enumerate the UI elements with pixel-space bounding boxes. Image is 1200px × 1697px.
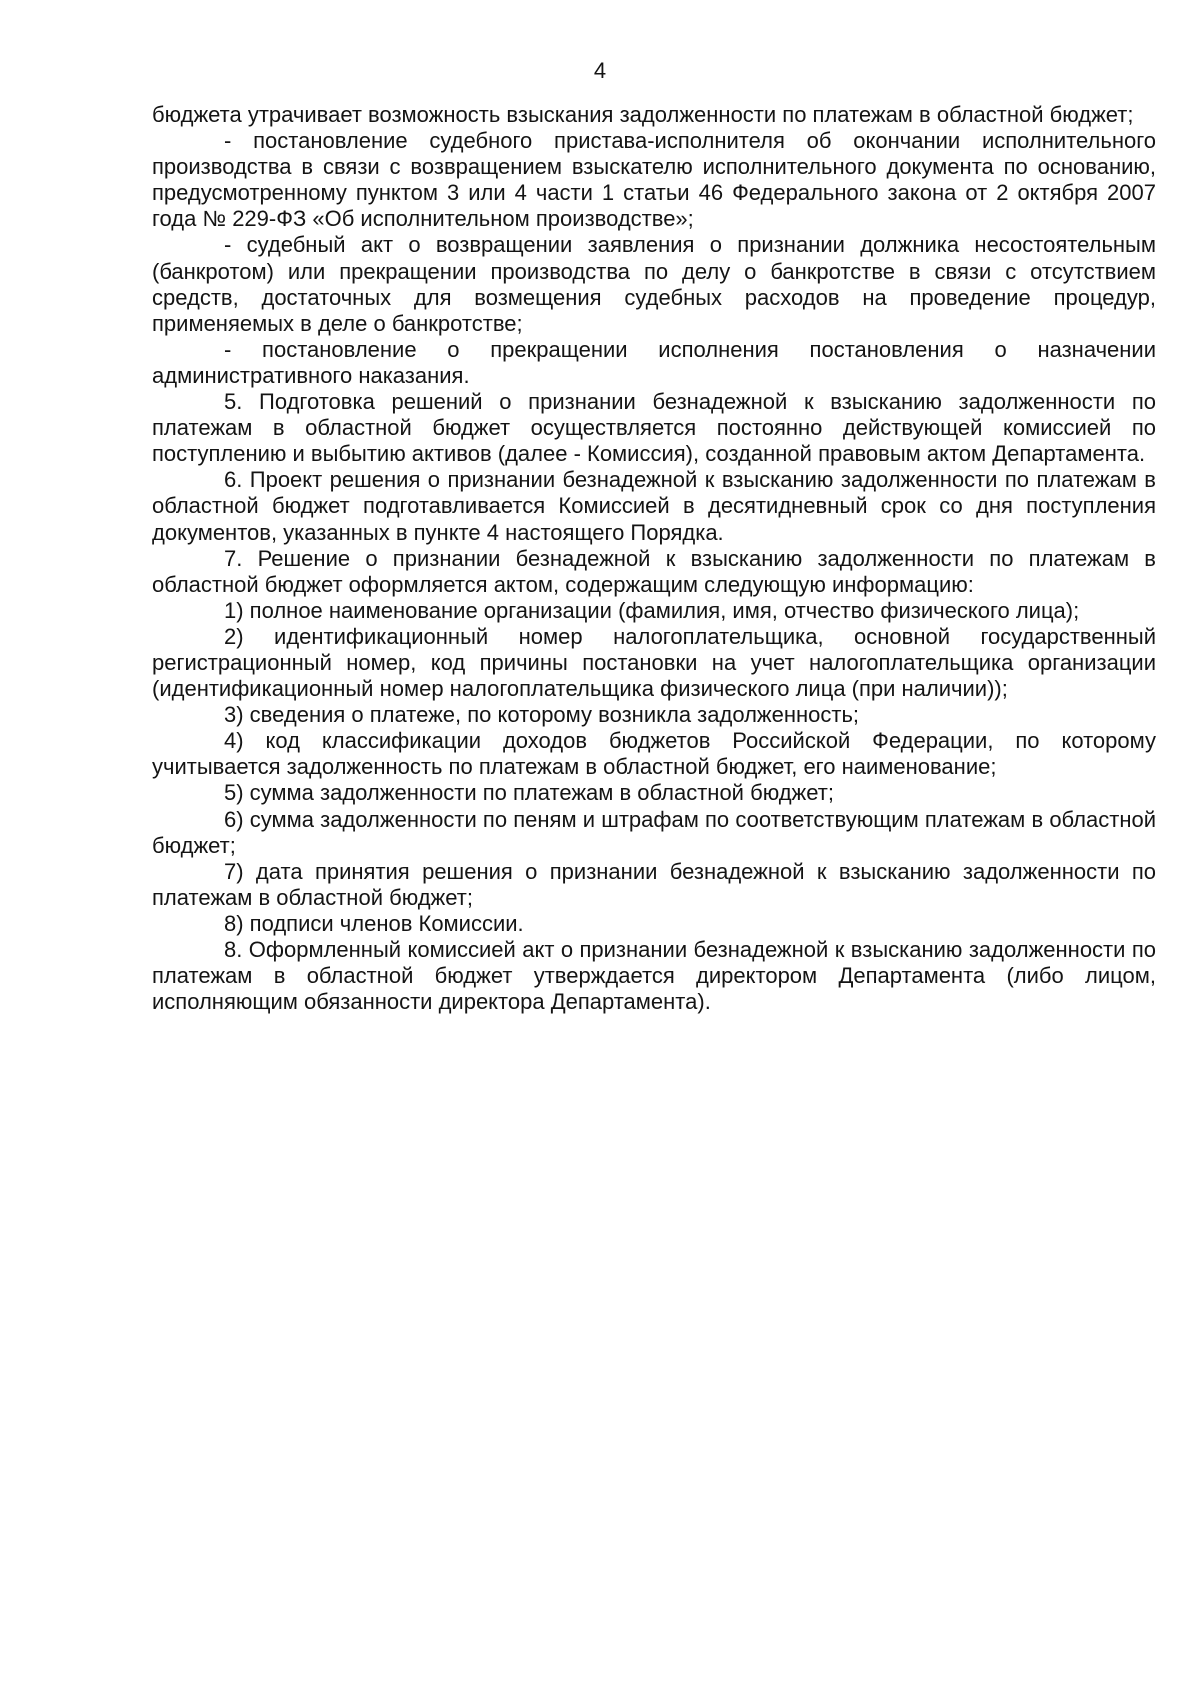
- paragraph-item-5: 5. Подготовка решений о признании безнадежной к взысканию задолженности по платежам в областной бюджет осуществляется постоянно действующей комиссией по поступлению и выбытию активов (далее - Комиссия), созданной правовым актом Департамента.: [152, 389, 1156, 467]
- paragraph-subitem-5: 5) сумма задолженности по платежам в областной бюджет;: [224, 780, 834, 806]
- paragraph-subitem-3: 3) сведения о платеже, по которому возникла задолженность;: [224, 702, 860, 728]
- paragraph-item-6: 6. Проект решения о признании безнадежной к взысканию задолженности по платежам в областной бюджет подготавливается Комиссией в десятидневный срок со дня поступления документов, указанных в пункте 4 настоящего Порядка.: [152, 467, 1156, 545]
- paragraph-subitem-4: 4) код классификации доходов бюджетов Российской Федерации, по которому учитывается задолженность по платежам в областной бюджет, его наименование;: [152, 728, 1156, 780]
- paragraph-termination-resolution: - постановление о прекращении исполнения постановления о назначении административного наказания.: [152, 336, 1156, 388]
- paragraph-subitem-2: 2) идентификационный номер налогоплательщика, основной государственный регистрационный номер, код причины постановки на учет налогоплательщика организации (идентификационный номер налогоплательщика физического лица (при наличии));: [152, 623, 1156, 702]
- page-number: 4: [593, 58, 607, 83]
- paragraph-subitem-6: 6) сумма задолженности по пеням и штрафам по соответствующим платежам в областной бюджет;: [152, 806, 1156, 858]
- paragraph-item-7: 7. Решение о признании безнадежной к взысканию задолженности по платежам в областной бюджет оформляется актом, содержащим следующую информацию:: [152, 545, 1156, 597]
- paragraph-bailiff-resolution: - постановление судебного пристава-исполнителя об окончании исполнительного производства в связи с возвращением взыскателю исполнительного документа по основанию, предусмотренному пунктом 3 или 4 части 1 статьи 46 Федерального закона от 2 октября 2007 года № 229-ФЗ «Об исполнительном производстве»;: [152, 128, 1156, 232]
- paragraph-item-8: 8. Оформленный комиссией акт о признании безнадежной к взысканию задолженности по платежам в областной бюджет утверждается директором Департамента (либо лицом, исполняющим обязанности директора Департамента).: [152, 937, 1156, 1015]
- paragraph-bankruptcy-act: - судебный акт о возвращении заявления о признании должника несостоятельным (банкротом) или прекращении производства по делу о банкротстве в связи с отсутствием средств, достаточных для возмещения судебных расходов на проведение процедур, применяемых в деле о банкротстве;: [152, 232, 1156, 336]
- paragraph-continuation: бюджета утрачивает возможность взыскания задолженности по платежам в областной бюджет;: [152, 102, 1134, 127]
- paragraph-subitem-1: 1) полное наименование организации (фамилия, имя, отчество физического лица);: [224, 597, 1080, 623]
- paragraph-subitem-8: 8) подписи членов Комиссии.: [224, 910, 524, 936]
- paragraph-subitem-7: 7) дата принятия решения о признании безнадежной к взысканию задолженности по платежам в областной бюджет;: [152, 858, 1156, 910]
- document-body: [152, 102, 1156, 1015]
